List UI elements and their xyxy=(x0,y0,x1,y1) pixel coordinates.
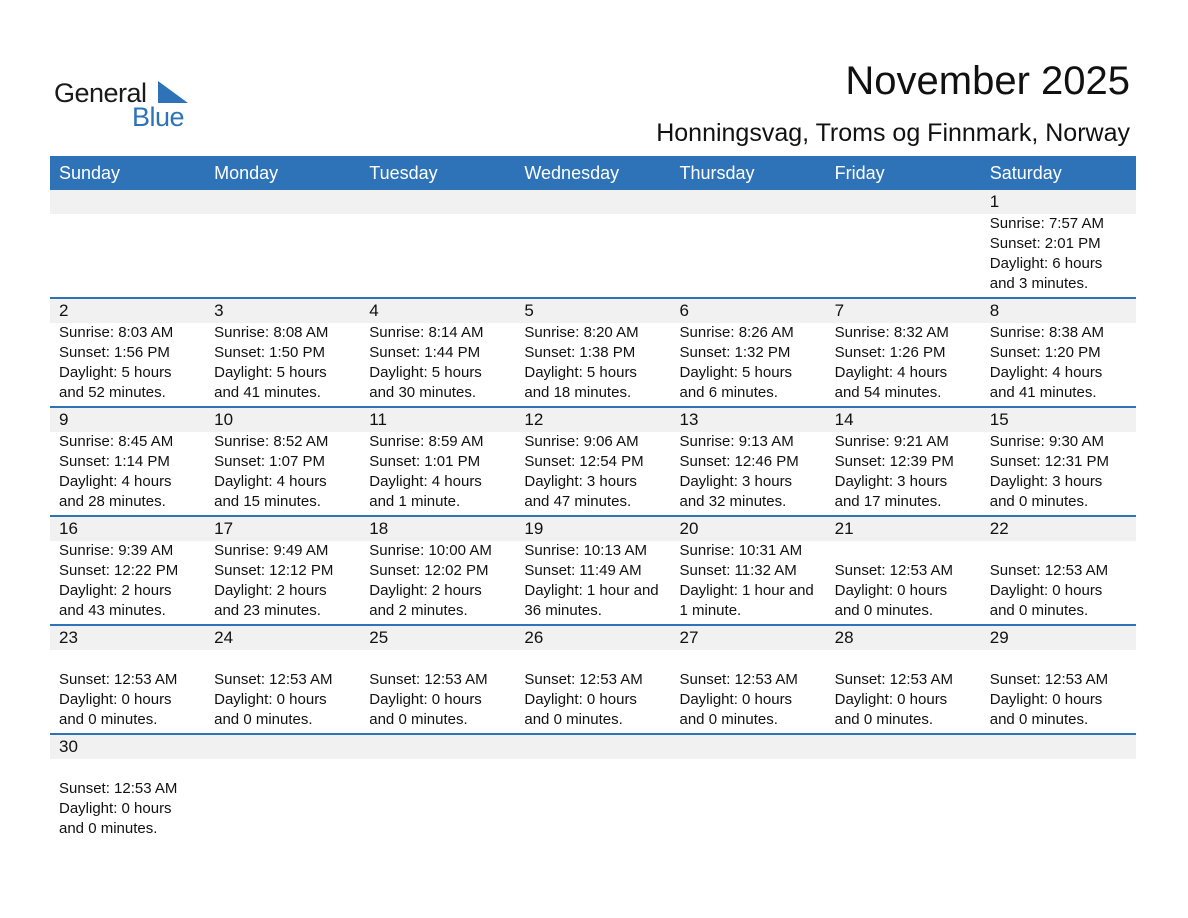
sunset-text: Sunset: 1:50 PM xyxy=(214,344,326,361)
daylight-duration-text: and 15 minutes. xyxy=(214,493,321,510)
daylight-text: Daylight: 0 hours xyxy=(834,582,948,599)
sunrise-text xyxy=(990,541,1136,561)
day-number: 13 xyxy=(679,410,699,429)
sunrise-text xyxy=(680,650,826,670)
sunrise-text: Sunrise: 9:39 AM xyxy=(59,542,174,559)
daylight-text: Daylight: 2 hours xyxy=(369,582,482,599)
daylight-text: Daylight: 4 hours xyxy=(214,473,327,490)
day-info-row xyxy=(50,759,1136,842)
logo-text-blue: Blue xyxy=(132,102,185,132)
sunrise-text: Sunrise: 9:49 AM xyxy=(214,542,329,559)
day-cell xyxy=(205,432,360,515)
sunset-text: Sunset: 11:49 AM xyxy=(524,562,642,579)
logo-triangle-icon xyxy=(158,81,188,103)
daylight-duration-text: and 0 minutes. xyxy=(679,711,778,728)
day-cell xyxy=(671,214,826,297)
sunset-text: Sunset: 1:44 PM xyxy=(369,344,481,361)
day-number: 14 xyxy=(834,410,854,429)
day-info-row xyxy=(50,432,1136,515)
sunrise-text: Sunrise: 8:14 AM xyxy=(369,324,484,341)
day-cell xyxy=(50,650,205,733)
daylight-text xyxy=(835,799,981,819)
sunrise-text: Sunrise: 8:59 AM xyxy=(369,433,484,450)
sunrise-text xyxy=(835,541,981,561)
logo-text-general: General xyxy=(54,78,147,108)
day-cell xyxy=(826,432,981,515)
daylight-text xyxy=(524,799,670,819)
day-number: 20 xyxy=(679,519,699,538)
daylight-text: Daylight: 2 hours xyxy=(59,582,172,599)
sunset-text: Sunset: 12:12 PM xyxy=(214,562,334,579)
sunset-text: Sunset: 12:53 AM xyxy=(834,562,954,579)
day-number xyxy=(826,190,981,214)
daylight-duration-text xyxy=(214,819,360,839)
day-number: 17 xyxy=(214,519,234,538)
day-number xyxy=(671,735,826,759)
sunrise-text xyxy=(214,214,360,234)
sunrise-text xyxy=(59,650,205,670)
sunset-text: Sunset: 12:31 PM xyxy=(989,453,1109,470)
sunset-text: Sunset: 1:56 PM xyxy=(59,344,170,361)
sunrise-text xyxy=(835,759,981,779)
day-number-row xyxy=(50,735,1136,759)
day-number: 22 xyxy=(989,519,1009,538)
day-cell xyxy=(515,323,670,406)
daylight-duration-text: and 47 minutes. xyxy=(524,493,632,510)
day-number: 9 xyxy=(59,410,69,429)
day-cell xyxy=(671,432,826,515)
day-number-row xyxy=(50,517,1136,541)
day-number xyxy=(515,735,670,759)
daylight-text: Daylight: 4 hours xyxy=(59,473,172,490)
sunrise-text: Sunrise: 8:32 AM xyxy=(834,324,949,341)
sunrise-text xyxy=(524,214,670,234)
daylight-duration-text: and 0 minutes. xyxy=(524,711,623,728)
daylight-text xyxy=(835,254,981,274)
daylight-text: Daylight: 2 hours xyxy=(214,582,327,599)
daylight-text: Daylight: 0 hours xyxy=(834,691,948,708)
sunset-text: Sunset: 12:53 AM xyxy=(59,780,178,797)
daylight-duration-text: and 0 minutes. xyxy=(989,602,1089,619)
daylight-text xyxy=(680,799,826,819)
sunset-text: Sunset: 12:53 AM xyxy=(989,671,1109,688)
day-cell xyxy=(515,650,670,733)
daylight-duration-text: and 0 minutes. xyxy=(834,711,934,728)
daylight-duration-text: and 6 minutes. xyxy=(679,384,778,401)
day-cell xyxy=(981,541,1136,624)
day-cell xyxy=(826,759,981,842)
sunrise-text xyxy=(214,759,360,779)
week-row xyxy=(50,299,1136,408)
day-number: 25 xyxy=(369,628,389,647)
page-title: November 2025 xyxy=(845,59,1130,103)
day-number-row xyxy=(50,190,1136,214)
day-cell xyxy=(205,323,360,406)
week-row xyxy=(50,626,1136,735)
day-number: 4 xyxy=(369,301,379,320)
day-number: 21 xyxy=(834,519,854,538)
day-number xyxy=(671,190,826,214)
week-row xyxy=(50,735,1136,842)
day-cell xyxy=(515,541,670,624)
day-cell xyxy=(205,759,360,842)
sunrise-text xyxy=(59,759,205,779)
daylight-duration-text: and 2 minutes. xyxy=(369,602,468,619)
sunrise-text: Sunrise: 10:31 AM xyxy=(679,542,803,559)
sunrise-text: Sunrise: 8:45 AM xyxy=(59,433,174,450)
daylight-duration-text xyxy=(524,274,670,294)
daylight-text: Daylight: 0 hours xyxy=(59,691,172,708)
sunrise-text xyxy=(990,759,1136,779)
daylight-text: Daylight: 0 hours xyxy=(214,691,327,708)
daylight-duration-text: and 1 minute. xyxy=(369,493,461,510)
daylight-duration-text xyxy=(59,274,205,294)
sunset-text: Sunset: 12:53 AM xyxy=(524,671,643,688)
day-number: 30 xyxy=(59,737,78,756)
day-cell xyxy=(671,323,826,406)
day-cell xyxy=(981,432,1136,515)
day-info-row xyxy=(50,650,1136,733)
logo xyxy=(54,78,194,134)
day-cell xyxy=(826,214,981,297)
day-number: 6 xyxy=(679,301,689,320)
sunrise-text xyxy=(369,759,515,779)
day-cell xyxy=(515,432,670,515)
day-number: 7 xyxy=(834,301,845,320)
daylight-duration-text: 1 minute. xyxy=(679,602,742,619)
sunrise-text: Sunrise: 8:26 AM xyxy=(679,324,794,341)
sunrise-text: Sunrise: 9:21 AM xyxy=(834,433,949,450)
day-number: 28 xyxy=(834,628,854,647)
day-number xyxy=(826,735,981,759)
sunset-text: Sunset: 12:53 AM xyxy=(834,671,954,688)
day-number: 29 xyxy=(989,628,1009,647)
day-cell xyxy=(515,759,670,842)
location-subtitle: Honningsvag, Troms og Finnmark, Norway xyxy=(656,119,1130,147)
day-cell xyxy=(360,541,515,624)
day-number xyxy=(360,190,515,214)
daylight-text: Daylight: 3 hours xyxy=(834,473,948,490)
daylight-text: Daylight: 4 hours xyxy=(834,364,948,381)
day-number: 24 xyxy=(214,628,234,647)
sunset-text: Sunset: 12:22 PM xyxy=(59,562,179,579)
sunset-text xyxy=(524,779,670,799)
day-cell xyxy=(826,323,981,406)
sunset-text xyxy=(835,234,981,254)
daylight-text: Daylight: 4 hours xyxy=(369,473,482,490)
daylight-duration-text xyxy=(680,819,826,839)
day-cell xyxy=(50,759,205,842)
day-cell xyxy=(981,650,1136,733)
weekday-monday: Monday xyxy=(214,163,279,183)
daylight-text xyxy=(524,254,670,274)
day-cell xyxy=(515,214,670,297)
weekday-sunday: Sunday xyxy=(59,163,121,183)
daylight-text xyxy=(59,254,205,274)
day-number: 27 xyxy=(679,628,699,647)
sunset-text xyxy=(369,234,515,254)
daylight-duration-text: and 32 minutes. xyxy=(679,493,787,510)
sunset-text xyxy=(214,779,360,799)
sunrise-text: Sunrise: 10:13 AM xyxy=(524,542,647,559)
day-number: 26 xyxy=(524,628,544,647)
weekday-tuesday: Tuesday xyxy=(369,163,438,183)
sunset-text: Sunset: 12:54 PM xyxy=(524,453,644,470)
sunrise-text: Sunrise: 8:52 AM xyxy=(214,433,329,450)
daylight-duration-text: and 0 minutes. xyxy=(369,711,468,728)
day-cell xyxy=(360,323,515,406)
daylight-text: Daylight: 0 hours xyxy=(679,691,793,708)
day-number-row xyxy=(50,408,1136,432)
daylight-duration-text xyxy=(835,274,981,294)
day-cell xyxy=(205,650,360,733)
daylight-duration-text: and 0 minutes. xyxy=(989,493,1089,510)
day-cell xyxy=(826,650,981,733)
sunset-text: Sunset: 2:01 PM xyxy=(989,235,1101,252)
sunset-text xyxy=(369,779,515,799)
daylight-text: Daylight: 3 hours xyxy=(989,473,1103,490)
weekday-header xyxy=(50,156,1136,190)
day-number: 12 xyxy=(524,410,544,429)
sunset-text xyxy=(680,234,826,254)
day-info-row xyxy=(50,323,1136,406)
sunset-text: Sunset: 12:53 AM xyxy=(214,671,333,688)
daylight-text xyxy=(214,799,360,819)
day-number: 5 xyxy=(524,301,534,320)
day-cell xyxy=(360,432,515,515)
weekday-saturday: Saturday xyxy=(989,163,1062,183)
daylight-text: Daylight: 0 hours xyxy=(989,691,1103,708)
sunset-text: Sunset: 12:53 AM xyxy=(59,671,178,688)
sunrise-text: Sunrise: 7:57 AM xyxy=(989,215,1104,232)
daylight-duration-text: and 18 minutes. xyxy=(524,384,632,401)
sunrise-text: Sunrise: 8:03 AM xyxy=(59,324,174,341)
day-number: 10 xyxy=(214,410,234,429)
sunset-text: Sunset: 12:53 AM xyxy=(679,671,798,688)
day-number xyxy=(205,735,360,759)
day-cell xyxy=(50,432,205,515)
week-row xyxy=(50,408,1136,517)
sunset-text: Sunset: 12:46 PM xyxy=(679,453,799,470)
day-cell xyxy=(981,214,1136,297)
daylight-duration-text xyxy=(990,819,1136,839)
sunrise-text: Sunrise: 8:20 AM xyxy=(524,324,639,341)
week-row xyxy=(50,517,1136,626)
sunset-text: Sunset: 12:39 PM xyxy=(834,453,954,470)
day-number: 19 xyxy=(524,519,544,538)
sunrise-text: Sunrise: 8:38 AM xyxy=(989,324,1104,341)
daylight-duration-text: and 43 minutes. xyxy=(59,602,166,619)
day-number xyxy=(515,190,670,214)
day-cell xyxy=(50,323,205,406)
daylight-duration-text xyxy=(369,819,515,839)
sunrise-text xyxy=(59,214,205,234)
daylight-text xyxy=(369,254,515,274)
daylight-duration-text: and 17 minutes. xyxy=(834,493,942,510)
sunrise-text xyxy=(835,214,981,234)
daylight-text xyxy=(680,254,826,274)
sunrise-text xyxy=(369,650,515,670)
day-number xyxy=(205,190,360,214)
day-number: 2 xyxy=(59,301,69,320)
day-number xyxy=(360,735,515,759)
day-cell xyxy=(671,759,826,842)
sunrise-text xyxy=(835,650,981,670)
daylight-text: Daylight: 3 hours xyxy=(524,473,637,490)
daylight-text: Daylight: 6 hours xyxy=(989,255,1103,272)
daylight-text: Daylight: 0 hours xyxy=(524,691,637,708)
sunset-text: Sunset: 12:53 AM xyxy=(369,671,488,688)
sunset-text xyxy=(835,779,981,799)
day-cell xyxy=(671,650,826,733)
week-row xyxy=(50,190,1136,299)
sunset-text xyxy=(990,779,1136,799)
sunrise-text xyxy=(680,759,826,779)
day-number: 1 xyxy=(989,192,1000,211)
day-number: 18 xyxy=(369,519,389,538)
sunrise-text xyxy=(524,650,670,670)
daylight-text: Daylight: 0 hours xyxy=(369,691,482,708)
daylight-duration-text: and 0 minutes. xyxy=(214,711,313,728)
day-cell xyxy=(826,541,981,624)
weekday-friday: Friday xyxy=(834,163,885,183)
day-number: 8 xyxy=(989,301,1000,320)
sunrise-text xyxy=(214,650,360,670)
daylight-text: Daylight: 5 hours xyxy=(214,364,327,381)
daylight-duration-text xyxy=(680,274,826,294)
weeks-container xyxy=(50,190,1136,842)
day-number-row xyxy=(50,299,1136,323)
daylight-duration-text: and 0 minutes. xyxy=(834,602,934,619)
daylight-text: Daylight: 5 hours xyxy=(524,364,637,381)
sunrise-text xyxy=(524,759,670,779)
day-cell xyxy=(981,323,1136,406)
daylight-text xyxy=(214,254,360,274)
sunrise-text: Sunrise: 9:30 AM xyxy=(989,433,1104,450)
daylight-duration-text xyxy=(369,274,515,294)
daylight-duration-text: and 41 minutes. xyxy=(989,384,1097,401)
day-number: 11 xyxy=(369,410,387,429)
sunset-text xyxy=(680,779,826,799)
day-cell xyxy=(50,541,205,624)
sunrise-text xyxy=(990,650,1136,670)
day-number-row xyxy=(50,626,1136,650)
daylight-text: Daylight: 0 hours xyxy=(989,582,1103,599)
daylight-duration-text: and 54 minutes. xyxy=(834,384,942,401)
day-number: 23 xyxy=(59,628,78,647)
sunset-text xyxy=(59,234,205,254)
sunset-text: Sunset: 1:26 PM xyxy=(834,344,946,361)
sunrise-text xyxy=(680,214,826,234)
day-info-row xyxy=(50,214,1136,297)
calendar-grid xyxy=(50,156,1136,842)
day-cell xyxy=(360,650,515,733)
day-cell xyxy=(981,759,1136,842)
sunset-text: Sunset: 12:53 AM xyxy=(989,562,1109,579)
daylight-duration-text: and 0 minutes. xyxy=(59,820,158,837)
daylight-duration-text: 36 minutes. xyxy=(524,602,602,619)
day-number: 15 xyxy=(989,410,1009,429)
daylight-text xyxy=(369,799,515,819)
daylight-text: Daylight: 5 hours xyxy=(369,364,482,381)
day-cell xyxy=(50,214,205,297)
day-number xyxy=(981,735,1136,759)
sunrise-text xyxy=(369,214,515,234)
sunset-text xyxy=(214,234,360,254)
weekday-thursday: Thursday xyxy=(679,163,755,183)
daylight-text: Daylight: 0 hours xyxy=(59,800,172,817)
day-cell xyxy=(671,541,826,624)
sunset-text: Sunset: 1:32 PM xyxy=(679,344,791,361)
daylight-duration-text: and 28 minutes. xyxy=(59,493,166,510)
daylight-duration-text xyxy=(214,274,360,294)
sunset-text: Sunset: 11:32 AM xyxy=(679,562,797,579)
daylight-text: Daylight: 5 hours xyxy=(59,364,172,381)
daylight-text: Daylight: 5 hours xyxy=(679,364,793,381)
daylight-duration-text: and 3 minutes. xyxy=(989,275,1089,292)
sunset-text: Sunset: 1:07 PM xyxy=(214,453,326,470)
daylight-text: Daylight: 1 hour and xyxy=(524,582,659,599)
sunrise-text: Sunrise: 8:08 AM xyxy=(214,324,329,341)
day-cell xyxy=(205,541,360,624)
daylight-duration-text: and 0 minutes. xyxy=(989,711,1089,728)
daylight-duration-text xyxy=(524,819,670,839)
daylight-duration-text: and 41 minutes. xyxy=(214,384,321,401)
sunset-text: Sunset: 12:02 PM xyxy=(369,562,489,579)
day-number: 16 xyxy=(59,519,78,538)
day-number xyxy=(50,190,205,214)
sunset-text: Sunset: 1:01 PM xyxy=(369,453,481,470)
daylight-text: Daylight: 1 hour and xyxy=(679,582,814,599)
day-cell xyxy=(360,214,515,297)
sunrise-text: Sunrise: 10:00 AM xyxy=(369,542,492,559)
sunrise-text: Sunrise: 9:06 AM xyxy=(524,433,639,450)
sunrise-text: Sunrise: 9:13 AM xyxy=(679,433,794,450)
sunset-text: Sunset: 1:38 PM xyxy=(524,344,636,361)
daylight-duration-text xyxy=(835,819,981,839)
daylight-text: Daylight: 3 hours xyxy=(679,473,793,490)
sunset-text: Sunset: 1:14 PM xyxy=(59,453,170,470)
daylight-text: Daylight: 4 hours xyxy=(989,364,1103,381)
day-cell xyxy=(360,759,515,842)
sunset-text: Sunset: 1:20 PM xyxy=(989,344,1101,361)
day-cell xyxy=(205,214,360,297)
daylight-text xyxy=(990,799,1136,819)
daylight-duration-text: and 30 minutes. xyxy=(369,384,476,401)
day-info-row xyxy=(50,541,1136,624)
daylight-duration-text: and 52 minutes. xyxy=(59,384,166,401)
daylight-duration-text: and 0 minutes. xyxy=(59,711,158,728)
daylight-duration-text: and 23 minutes. xyxy=(214,602,321,619)
day-number: 3 xyxy=(214,301,224,320)
weekday-wednesday: Wednesday xyxy=(524,163,620,183)
sunset-text xyxy=(524,234,670,254)
